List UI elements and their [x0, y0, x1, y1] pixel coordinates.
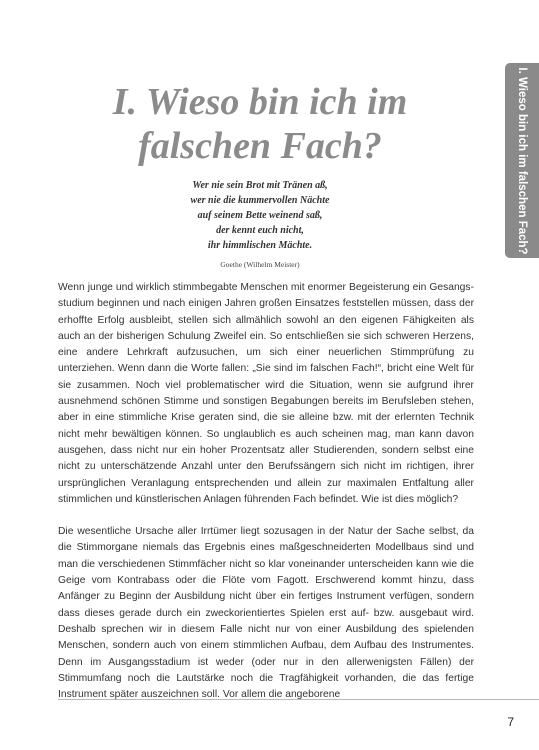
epigraph-line: ihr himmlischen Mächte.	[207, 240, 313, 251]
page-number: 7	[507, 715, 514, 729]
footer-divider	[58, 699, 539, 700]
chapter-title	[40, 80, 480, 168]
epigraph-line: Wer nie sein Brot mit Tränen aß,	[192, 180, 328, 191]
epigraph-line: auf seinem Bette weinend saß,	[197, 210, 323, 221]
epigraph-line: der kennt euch nicht,	[216, 225, 304, 236]
epigraph-line: wer nie die kummervollen Nächte	[190, 195, 330, 206]
chapter-title-line-1: I. Wieso bin ich im	[112, 81, 408, 124]
chapter-side-tab	[505, 63, 539, 258]
body-paragraph: Die wesentliche Ursache aller Irrtümer liegt sozusagen in der Natur der Sache selbst, da die Stimmorgane niemals das Ergebnis eines maßgeschneiderten Modellbaus sind und man die verschiedenen Stimmfächer nicht so klar voneinander unterscheiden kann wie die Geige vom Kontrabass oder die Flöte vom Fagott. Erschwerend kommt hinzu, dass Anfänger zu Beginn der Ausbildung nicht über ein fertiges Instrument verfügen, sondern dass dieses gerade durch ein zweckorientiertes Spielen erst auf- bzw. ausgebaut wird. Deshalb sprechen wir in diesem Falle nicht nur von einer Ausbildung des spielenden Menschen, sondern auch von einem stimmlichen Aufbau, dem Aufbau des Instrumentes. Denn im Ausgangsstadium ist weder (oder nur in den allerwenigsten Fällen) der Stimmumfang noch die Lautstärke noch die Tragfähigkeit vorhanden, die das fertige Instrument später auszeichnen soll. Vor allem die angeborene	[58, 526, 474, 701]
epigraph	[150, 178, 370, 269]
chapter-title-line-2: falschen Fach?	[138, 125, 382, 168]
chapter-side-tab-label: I. Wieso bin ich im falschen Fach?	[516, 66, 528, 255]
epigraph-attribution: Goethe (Wilhelm Meister)	[220, 260, 300, 269]
body-paragraph: Wenn junge und wirklich stimmbegabte Menschen mit enormer Begeisterung ein Gesangsstudium beginnen und nach einigen Jahren großen Einsatzes feststellen müssen, dass der erhoffte Erfolg ausbleibt, stellen sich allmählich sowohl an den eigenen Fähigkeiten als auch an der bisherigen Schulung Zweifel ein. So entschließen sie sich schweren Herzens, eine andere Lehrkraft aufzusuchen, um sich einer neuerlichen Stimmprüfung zu unterziehen. Wenn dann die Worte fallen: „Sie sind im falschen Fach!“, bricht eine Welt für sie zusammen. Noch viel problematischer wird die Situation, wenn sie aufgrund ihrer ausnehmend schönen Stimme und sonstigen Begabungen bereits im Berufsleben stehen, aber in eine stimmliche Krise geraten sind, die sie alleine bzw. mit der erlernten Technik nicht mehr bewältigen können. So unglaublich es auch scheinen mag, man kann davon ausgehen, dass nicht nur ein hoher Prozentsatz aller Studierenden, sondern selbst eine nicht zu unterschätzende Anzahl unter den Berufssängern sich nicht im richtigen, ihrer ursprünglichen Veranlagung entsprechenden und allein zur maximalen Entfaltung aller stimmlichen und künstlerischen Anlagen führenden Fach befindet. Wie ist dies möglich?	[58, 282, 474, 505]
body-text	[58, 280, 474, 719]
